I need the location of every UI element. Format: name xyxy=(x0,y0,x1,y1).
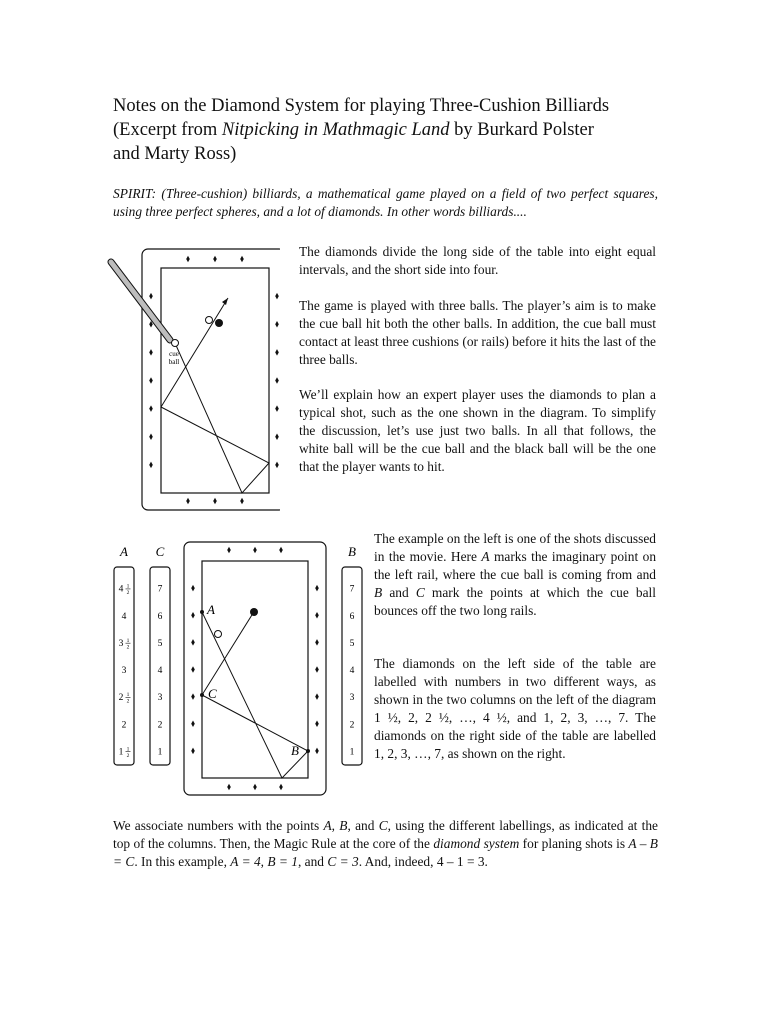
diamond-marker xyxy=(191,748,195,754)
table-outer-frame-2 xyxy=(184,542,326,795)
paragraph-example xyxy=(374,530,656,620)
spirit-paragraph: SPIRIT: (Three-cushion) billiards, a mathematical game played on a field of two perfect squares, using three perfect spheres, and a lot of diamonds. In other words billiards.... xyxy=(113,186,658,219)
column-a-label: 4 xyxy=(118,584,124,595)
column-a-label: 3 xyxy=(118,638,124,649)
column-c-label: 4 xyxy=(157,666,163,676)
column-a-fraction-denominator: 2 xyxy=(126,698,130,705)
column-a-label: 1 xyxy=(118,747,124,758)
diamond-marker xyxy=(186,498,190,504)
diamond-marker xyxy=(315,748,319,754)
book-title: Nitpicking in Mathmagic Land xyxy=(221,120,450,140)
column-b-label: 3 xyxy=(349,693,355,704)
eq-c: C = 3 xyxy=(327,854,359,869)
p6-var-a: A xyxy=(323,818,332,833)
diamond-marker xyxy=(315,666,319,672)
billiard-table-diagram-1 xyxy=(100,240,280,515)
diamond-marker xyxy=(149,405,153,411)
diamond-marker xyxy=(315,612,319,618)
magic-rule-formula: A – B = C xyxy=(113,836,658,869)
diamond-marker xyxy=(213,498,217,504)
p4-var-c: C xyxy=(415,585,425,600)
diamond-marker xyxy=(149,462,153,468)
eq-a: A = 4 xyxy=(230,854,261,869)
column-b-label: 7 xyxy=(349,584,355,595)
diamond-marker xyxy=(253,547,257,553)
point-a-label: A xyxy=(207,602,215,617)
diamond-marker xyxy=(315,639,319,645)
point-b-label: B xyxy=(291,743,299,758)
p6-text-d: , using the different labellings, as indicated at the top of the columns. Then, the Magic Rule at the core of the xyxy=(113,818,658,851)
cue-ball-label: cue xyxy=(169,350,179,358)
column-a-fraction-numerator: 1 xyxy=(126,692,130,699)
diamond-marker xyxy=(213,256,217,262)
column-a-label: 4 xyxy=(121,611,127,622)
diamond-marker xyxy=(315,721,319,727)
diamond-marker xyxy=(191,585,195,591)
title-line-3: and Marty Ross) xyxy=(113,144,237,164)
p4-text-d: mark the points at which the cue ball bounces off the two long rails. xyxy=(374,585,656,618)
rail-diamonds-2 xyxy=(191,547,319,790)
diamond-marker xyxy=(227,547,231,553)
title-line-2 xyxy=(113,118,658,142)
billiard-table-diagram-2 xyxy=(105,535,370,800)
diamond-marker xyxy=(149,434,153,440)
diamond-marker xyxy=(149,377,153,383)
column-c-labels xyxy=(158,585,163,758)
diamond-marker xyxy=(275,434,279,440)
p6-text-h: , and xyxy=(297,854,328,869)
table-outer-frame xyxy=(142,249,280,510)
diamond-marker xyxy=(275,377,279,383)
title-line-1: Notes on the Diamond System for playing Three-Cushion Billiards xyxy=(113,96,610,116)
point-b-marker xyxy=(306,749,310,753)
point-c-label: C xyxy=(208,686,217,701)
p4-text-a: The example on the left is one of the shots discussed in the movie. Here xyxy=(374,531,656,564)
column-a-fraction-denominator: 2 xyxy=(126,644,130,651)
cue-ball-label-2: ball xyxy=(168,358,180,366)
column-a-label: 2 xyxy=(118,693,124,704)
column-c-label: 5 xyxy=(157,638,163,649)
column-c-label: 7 xyxy=(157,584,163,595)
column-a-label: 2 xyxy=(121,720,127,731)
diamond-marker xyxy=(275,321,279,327)
diamond-marker xyxy=(253,784,257,790)
p6-text-f: . In this example, xyxy=(134,854,231,869)
rail-diamonds xyxy=(149,256,279,504)
document-title xyxy=(113,94,658,166)
diamond-marker xyxy=(227,784,231,790)
diamond-marker xyxy=(191,612,195,618)
column-b-label: 2 xyxy=(349,720,355,731)
paragraph-diamonds: The diamonds divide the long side of the table into eight equal intervals, and the short side into four. xyxy=(299,244,656,277)
object-ball-black-2 xyxy=(250,608,258,616)
cue-ball xyxy=(172,340,179,347)
cue-ball-2 xyxy=(215,631,222,638)
point-c-marker xyxy=(200,693,204,697)
column-a-header: A xyxy=(120,544,128,559)
column-a-fraction-denominator: 2 xyxy=(126,590,130,597)
p6-text-a: We associate numbers with the points xyxy=(113,818,324,833)
diamond-marker xyxy=(240,498,244,504)
path-arrow-head xyxy=(222,298,228,305)
column-c-label: 1 xyxy=(157,747,163,758)
eq-b: B = 1 xyxy=(267,854,298,869)
diamond-marker xyxy=(275,293,279,299)
diamond-marker xyxy=(315,693,319,699)
column-a-fraction-numerator: 1 xyxy=(126,583,130,590)
column-c-label: 3 xyxy=(157,693,163,704)
paragraph-magic-rule xyxy=(113,817,658,871)
paragraph-labelling: The diamonds on the left side of the table are labelled with numbers in two different ways, as shown in the two columns on the left of the diagram 1 ½, 2, 2 ½, …, 4 ½, and 1, 2, 3, …, 7. The diamonds on the right side of the table are labelled 1, 2, 3, …, 7, as shown on the right. xyxy=(374,656,656,761)
diamond-marker xyxy=(186,256,190,262)
column-a-fraction-numerator: 1 xyxy=(126,637,130,644)
column-b-label: 5 xyxy=(349,638,355,649)
column-a-label: 3 xyxy=(121,666,127,676)
column-b-header: B xyxy=(348,544,356,559)
column-a-labels xyxy=(119,584,131,759)
diamond-system-term: diamond system xyxy=(433,836,520,851)
diamond-marker xyxy=(279,547,283,553)
column-b-label: 6 xyxy=(349,611,355,622)
column-a-fraction-denominator: 2 xyxy=(126,752,130,759)
p6-text-i: . And, indeed, 4 – 1 = 3. xyxy=(358,854,488,869)
diamond-marker xyxy=(191,693,195,699)
cue-ball-path xyxy=(161,298,269,493)
diamond-marker xyxy=(279,784,283,790)
p6-text-b: , xyxy=(331,818,340,833)
diamond-marker xyxy=(315,585,319,591)
object-ball-black xyxy=(215,319,223,327)
diamond-marker xyxy=(149,293,153,299)
diamond-marker xyxy=(275,405,279,411)
p6-var-c: C xyxy=(378,818,388,833)
object-ball-white xyxy=(206,317,213,324)
column-a-fraction-numerator: 1 xyxy=(126,746,130,753)
column-b-labels xyxy=(350,585,355,758)
p6-text-g: , xyxy=(260,854,268,869)
p6-text-c: , and xyxy=(347,818,379,833)
column-c-label: 6 xyxy=(157,611,163,622)
p4-var-b: B xyxy=(374,585,383,600)
column-c-label: 2 xyxy=(157,720,163,731)
p4-var-a: A xyxy=(481,549,490,564)
title-line-2-prefix: (Excerpt from xyxy=(113,120,222,140)
p4-text-b: marks the imaginary point on the left rail, where the cue ball is coming from and xyxy=(374,549,657,582)
p6-var-b: B xyxy=(339,818,348,833)
diamond-marker xyxy=(275,349,279,355)
diamond-marker xyxy=(149,349,153,355)
column-c-header: C xyxy=(155,544,165,559)
point-a-marker xyxy=(200,610,204,614)
p4-text-c: and xyxy=(382,585,416,600)
diamond-marker xyxy=(275,462,279,468)
column-b-label: 1 xyxy=(349,747,355,758)
diamond-marker xyxy=(191,639,195,645)
title-line-2-suffix: by Burkard Polster xyxy=(449,120,594,140)
paragraph-explain: We’ll explain how an expert player uses the diamonds to plan a typical shot, such as the one shown in the diagram. To simplify the discussion, let’s use just two balls. In all that follows, the white ball will be the cue ball and the black ball will be the one that the player wants to hit. xyxy=(299,387,656,474)
diamond-marker xyxy=(191,666,195,672)
diamond-marker xyxy=(191,721,195,727)
paragraph-game: The game is played with three balls. The player’s aim is to make the cue ball hit both the other balls. In addition, the cue ball must contact at least three cushions (or rails) before it hits the last of the three balls. xyxy=(299,298,656,367)
diamond-marker xyxy=(240,256,244,262)
column-b-label: 4 xyxy=(349,666,355,676)
p6-text-e: for planing shots is xyxy=(519,836,629,851)
